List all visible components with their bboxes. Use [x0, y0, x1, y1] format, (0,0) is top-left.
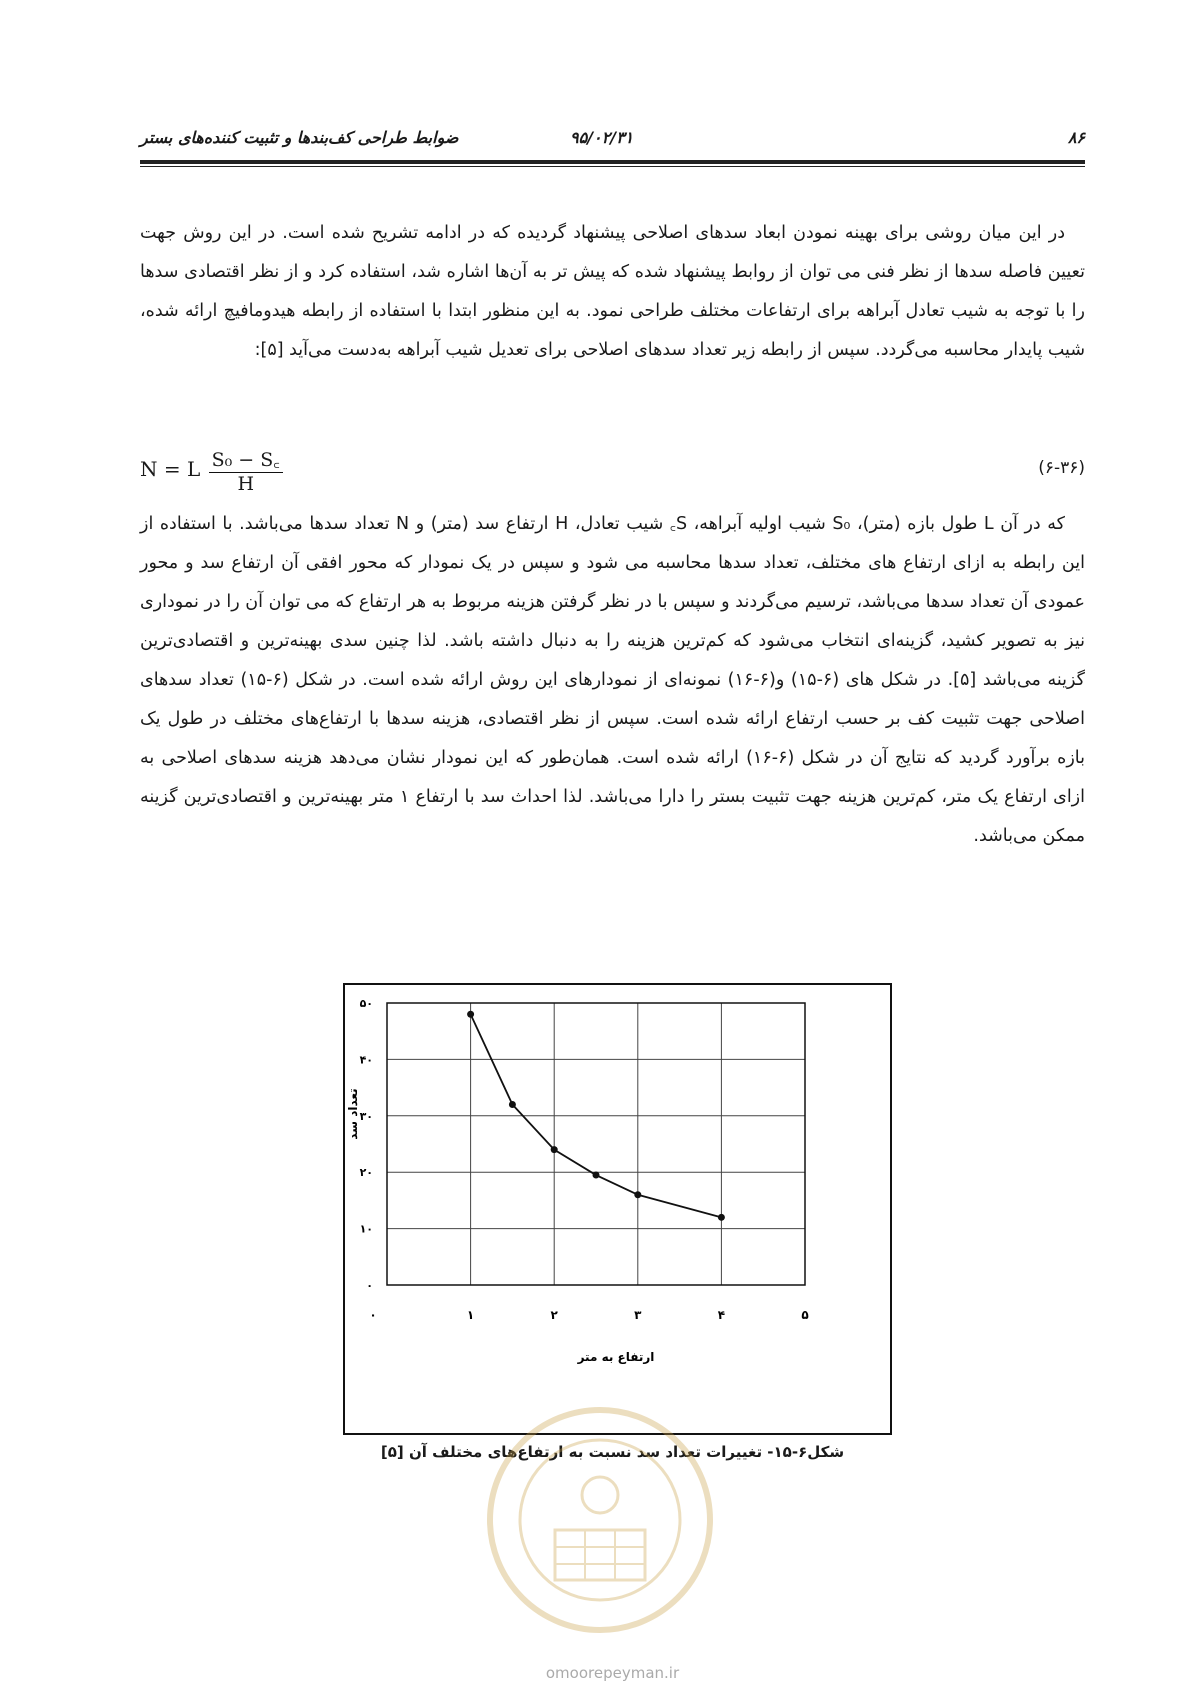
paragraph-explanation: که در آن L طول بازه (متر)، S₀ شیب اولیه آبراهه، S꜀ شیب تعادل، H ارتفاع سد (متر) و N تعداد سدها می‌باشد. با استفاده از این رابطه به ازای ارتفاع های مختلف، تعداد سدها محاسبه می شود و سپس در یک نمودار که محور افقی آن ارتفاع سد و محور عمودی آن تعداد سدها می‌باشد، ترسیم می‌گردند و سپس با در نظر گرفتن هزینه مربوط به هر ارتفاع که می توان آن را در نموداری نیز به تصویر کشید، گزینه‌ای انتخاب می‌شود که کم‌ترین هزینه را به دنبال داشته باشد. لذا چنین سدی بهینه‌ترین و اقتصادی‌ترین گزینه می‌باشد [۵]. در شکل های (۶-۱۵) و(۶-۱۶) نمونه‌ای از نمودارهای این روش ارائه شده است. در شکل (۶-۱۵) تعداد سدهای اصلاحی جهت تثبیت کف بر حسب ارتفاع ارائه شده است. سپس از نظر اقتصادی، هزینه سدها با ارتفاع‌های مختلف در طول یک بازه برآورد گردید که نتایج آن در شکل (۶-۱۶) ارائه شده است. همان‌طور که این نمودار نشان می‌دهد هزینه سدهای اصلاحی به ازای ارتفاع یک متر، کم‌ترین هزینه جهت تثبیت بستر را دارا می‌باشد. لذا احداث سد با ارتفاع ۱ متر بهینه‌ترین و اقتصادی‌ترین گزینه ممکن می‌باشد.: [140, 514, 1085, 846]
data-point: [634, 1191, 641, 1198]
x-axis-label: ارتفاع به متر: [577, 1350, 655, 1364]
header-rule-thin: [140, 166, 1085, 167]
x-tick-label: ۲: [550, 1308, 558, 1322]
header-date: ۹۵/۰۲/۳۱: [570, 128, 634, 147]
y-tick-label: ۱۰: [359, 1222, 373, 1236]
page-header: [140, 128, 1085, 152]
equation-number: (۶-۳۶): [1038, 458, 1085, 478]
equation-denominator: H: [237, 473, 255, 495]
y-tick-label: ۰: [366, 1279, 373, 1292]
data-point: [593, 1172, 600, 1179]
x-tick-label: ۰: [369, 1308, 377, 1322]
paragraph-intro: در این میان روشی برای بهینه نمودن ابعاد سدهای اصلاحی پیشنهاد گردیده که در ادامه تشریح شده است. در این روش جهت تعیین فاصله سدها از نظر فنی می توان از روابط پیشنهاد شده که پیش تر به آن‌ها اشاره شد، استفاده کرد و از نظر اقتصادی سدها را با توجه به شیب تعادل آبراهه برای ارتفاعات مختلف طراحی نمود. به این منظور ابتدا با استفاده از رابطه هیدومافیچ ارائه شده، شیب پایدار محاسبه می‌گردد. سپس از رابطه زیر تعداد سدهای اصلاحی برای تعدیل شیب آبراهه به‌دست می‌آید [۵]:: [140, 223, 1085, 360]
y-tick-label: ۵۰: [359, 997, 373, 1010]
data-point: [551, 1146, 558, 1153]
chart-svg: [345, 985, 890, 1433]
data-point: [718, 1214, 725, 1221]
watermark-seal-icon: [470, 1390, 730, 1650]
header-title: ضوابط طراحی کف‌بندها و تثبیت کننده‌های بستر: [140, 128, 459, 147]
x-tick-label: ۱: [466, 1308, 475, 1322]
watermark-url: omoorepeyman.ir: [545, 1664, 680, 1682]
equation-lhs: N = L: [140, 457, 201, 481]
y-tick-label: ۴۰: [359, 1053, 373, 1067]
y-tick-label: ۳۰: [359, 1109, 373, 1123]
y-tick-label: ۲۰: [359, 1166, 373, 1180]
x-tick-label: ۵: [801, 1308, 809, 1322]
equation-numerator: S₀ − S꜀: [209, 446, 283, 473]
data-point: [509, 1101, 516, 1108]
header-rule-thick: [140, 160, 1085, 164]
equation-formula: [140, 446, 283, 495]
data-point: [467, 1011, 474, 1018]
figure-caption: شکل۶-۱۵- تغییرات تعداد سد نسبت به ارتفاع‌های مختلف آن [۵]: [380, 1443, 845, 1461]
y-axis-label: تعداد سد: [346, 1088, 360, 1140]
equation-fraction: [209, 446, 283, 495]
figure-chart: [343, 983, 892, 1435]
x-tick-label: ۳: [634, 1308, 642, 1322]
equation-block: [140, 446, 1085, 506]
x-tick-label: ۴: [717, 1308, 726, 1322]
page-number: ۸۶: [1067, 128, 1085, 147]
plot-frame: [387, 1003, 805, 1285]
